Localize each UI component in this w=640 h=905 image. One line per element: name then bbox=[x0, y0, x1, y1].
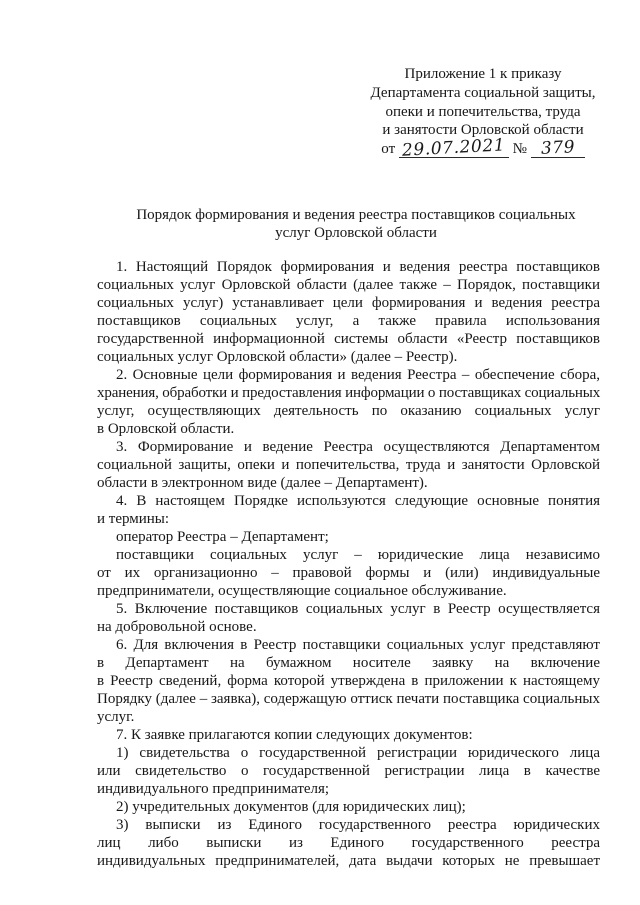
body-line: 6. Для включения в Реестр поставщики социальных услуг представляют bbox=[116, 637, 600, 653]
body-line: 2. Основные цели формирования и ведения Реестра – обеспечение сбора, bbox=[116, 367, 600, 383]
body-line: поставщиков социальных услуг, а также правила использования bbox=[97, 313, 600, 329]
body-line: Порядку (далее – заявка), содержащую оттиск печати поставщика социальных bbox=[97, 691, 600, 707]
body-line: хранения, обработки и предоставления информации о поставщиках социальных bbox=[97, 385, 601, 401]
body-line: в Департамент на бумажном носителе заявку на включение bbox=[97, 655, 600, 671]
body-line: услуг. bbox=[97, 709, 135, 725]
body-line: социальной защиты, опеки и попечительства, труда и занятости Орловской bbox=[97, 457, 600, 473]
body-line: предприниматели, осуществляющие социальное обслуживание. bbox=[97, 583, 507, 599]
paragraph-6 bbox=[97, 636, 600, 726]
header-line: Департамента социальной защиты, bbox=[370, 84, 596, 101]
handwritten-date: 29.07.2021 bbox=[401, 135, 506, 161]
body-line: социальных услуг) устанавливает цели формирования и ведения реестра bbox=[97, 295, 600, 311]
body-line: 4. В настоящем Порядке используются следующие основные понятия bbox=[116, 493, 600, 509]
paragraph-4 bbox=[97, 492, 600, 528]
body-line: на добровольной основе. bbox=[97, 619, 257, 635]
title-line: Порядок формирования и ведения реестра поставщиков социальных bbox=[136, 207, 576, 223]
list-item-2 bbox=[97, 798, 600, 816]
list-item-1 bbox=[97, 744, 600, 798]
document-body bbox=[97, 258, 600, 870]
body-line: 2) учредительных документов (для юридических лиц); bbox=[116, 799, 466, 815]
paragraph-7 bbox=[97, 726, 600, 744]
body-line: в Реестр сведений, форма которой утверждена в приложении к настоящему bbox=[97, 673, 600, 689]
body-line: 1. Настоящий Порядок формирования и ведения реестра поставщиков bbox=[116, 259, 600, 275]
body-line: в Орловской области. bbox=[97, 421, 235, 437]
document-title bbox=[100, 206, 612, 242]
paragraph-3 bbox=[97, 438, 600, 492]
number-sign: № bbox=[512, 141, 527, 158]
order-date-number-line bbox=[358, 135, 608, 161]
body-line: 7. К заявке прилагаются копии следующих документов: bbox=[116, 727, 473, 743]
appendix-header bbox=[358, 65, 608, 159]
body-line: услуг, осуществляющих деятельность по оказанию социальных услуг bbox=[97, 403, 600, 419]
definition-operator bbox=[97, 528, 600, 546]
body-line: поставщики социальных услуг – юридические лица независимо bbox=[116, 547, 600, 563]
title-line: услуг Орловской области bbox=[275, 225, 437, 241]
body-line: 1) свидетельства о государственной регистрации юридического лица bbox=[116, 745, 600, 761]
body-line: государственной информационной системы области «Реестр поставщиков bbox=[97, 331, 600, 347]
list-item-3 bbox=[97, 816, 600, 870]
date-prefix: от bbox=[381, 141, 396, 158]
handwritten-number: 379 bbox=[540, 137, 576, 160]
header-line: опеки и попечительства, труда bbox=[385, 103, 581, 120]
body-line: 3) выписки из Единого государственного реестра юридических bbox=[116, 817, 600, 833]
header-line: и занятости Орловской области bbox=[382, 122, 584, 139]
body-line: от их организационно – правовой формы и (или) индивидуальные bbox=[97, 565, 600, 581]
paragraph-1 bbox=[97, 258, 600, 366]
body-line: области в электронном виде (далее – Департамент). bbox=[97, 475, 428, 491]
body-line: социальных услуг Орловской области» (далее – Реестр). bbox=[97, 349, 458, 365]
body-line: оператор Реестра – Департамент; bbox=[116, 529, 329, 545]
body-line: и термины: bbox=[97, 511, 170, 527]
body-line: лиц либо выписки из Единого государственного реестра bbox=[97, 835, 600, 851]
definition-providers bbox=[97, 546, 600, 600]
number-blank bbox=[531, 137, 585, 160]
body-line: 5. Включение поставщиков социальных услуг в Реестр осуществляется bbox=[116, 601, 600, 617]
body-line: индивидуальных предпринимателей, дата выдачи которых не превышает bbox=[97, 853, 600, 869]
body-line: социальных услуг Орловской области (далее также – Порядок, поставщики bbox=[97, 277, 600, 293]
body-line: индивидуального предпринимателя; bbox=[97, 781, 330, 797]
date-blank bbox=[399, 135, 509, 161]
body-line: или свидетельство о государственной регистрации лица в качестве bbox=[97, 763, 600, 779]
header-line: Приложение 1 к приказу bbox=[404, 66, 562, 82]
paragraph-5 bbox=[97, 600, 600, 636]
paragraph-2 bbox=[97, 366, 600, 438]
body-line: 3. Формирование и ведение Реестра осуществляются Департаментом bbox=[116, 439, 600, 455]
